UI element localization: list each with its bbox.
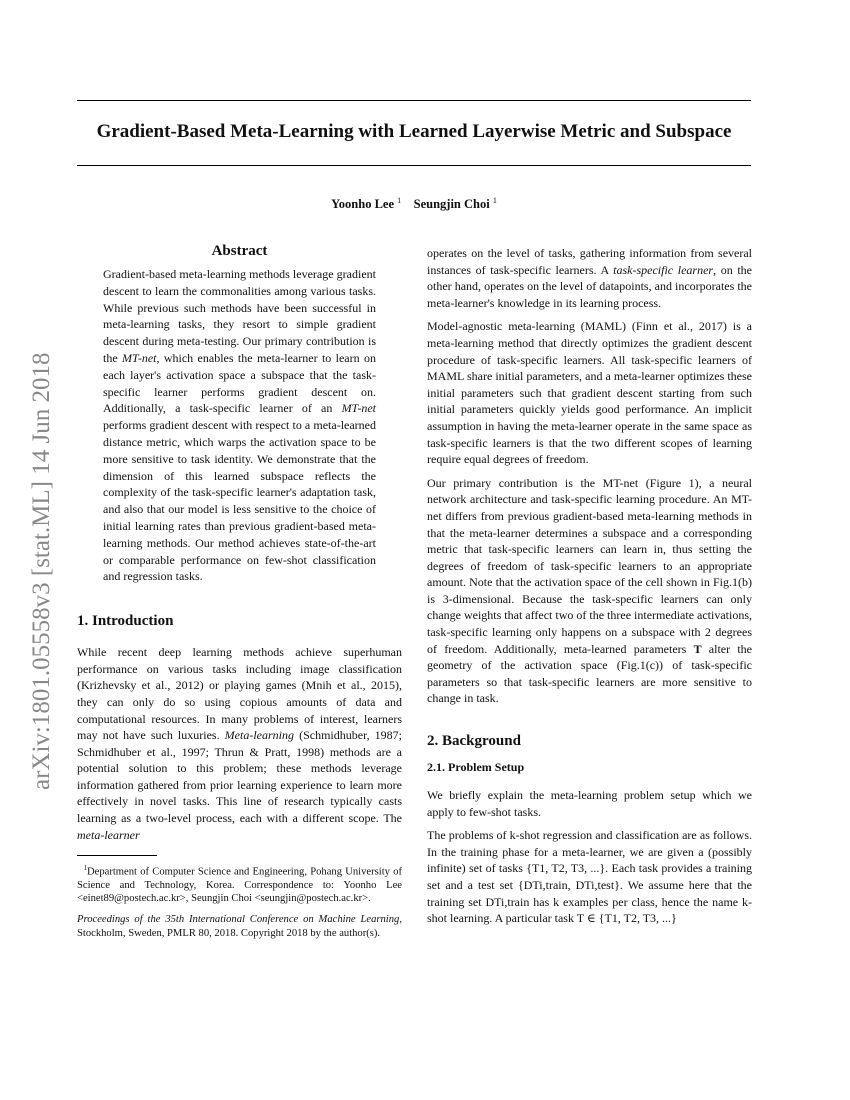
title-top-rule [77, 100, 751, 101]
affiliation-footnote: $^1$Department of Computer Science and Engineering, Pohang University of Science and Technology, Korea. Correspondence to: Yoonho Lee <einet89@postech.ac.kr>, Seungjin Choi <seungjin@postech.ac.kr>. [77, 864, 403, 905]
meta-learner-term: meta-learner [77, 827, 140, 842]
arxiv-watermark [21, 290, 61, 790]
mtnet-term: MT-net [341, 401, 376, 416]
intro-paragraph: Our primary contribution is the MT-net (Figure 1), a neural network architecture and task-specific learning procedure. An MT-net differs from previous gradient-based meta-learning methods in that the meta-learner determines a subspace and a corresponding metric that task-specific learners can learn in, thus setting the degrees of freedom of task-specific learners to an appropriate amount. Note that the activation space of the cell shown in Fig.1(b) is 3-dimensional. Because the task-specific learners can only change weights that affect two of the three intermediate activations, task-specific learning only happens on a subspace with 2 degrees of freedom. Additionally, meta-learned parameters T alter the geometry of the activation space (Fig.1(c)) of task-specific parameters so that task-specific learners are more sensitive to change in task. [427, 475, 752, 706]
author-affiliation: 1 [397, 196, 402, 205]
proceedings-footnote: Proceedings of the 35th International Conference on Machine Learning, Stockholm, Sweden, PMLR 80, 2018. Copyright 2018 by the author(s). [77, 914, 402, 939]
abstract-body: Gradient-based meta-learning methods leverage gradient descent to learn the commonalities among various tasks. While previous such methods have been successful in meta-learning tasks, they resort to simple gradient descent during meta-testing. Our primary contribution is the MT-net, which enables the meta-learner to learn on each layer's activation space a subspace that the task-specific learner performs gradient descent on. Additionally, a task-specific learner of an MT-net performs gradient descent with respect to a meta-learned distance metric, which warps the activation space to be more sensitive to task identity. We demonstrate that the dimension of this learned subspace reflects the complexity of the task-specific learner's adaptation task, and also that our model is less sensitive to the choice of initial learning rates than previous gradient-based meta-learning methods. Our method achieves state-of-the-art or comparable performance on few-shot classification and regression tasks. [103, 267, 377, 584]
mtnet-term: MT-net [122, 350, 157, 365]
author-name: Yoonho Lee [331, 197, 395, 212]
intro-paragraph: operates on the level of tasks, gathering information from several instances of task-specific learners. A task-specific learner, on the other hand, operates on the level of datapoints, and incorporates the meta-learner's knowledge in its learning process. [427, 246, 752, 310]
right-column [427, 245, 752, 934]
matrix-symbol: T [693, 641, 702, 656]
intro-heading: 1. Introduction [77, 613, 174, 630]
title-bottom-rule [77, 165, 751, 166]
background-paragraph: We briefly explain the meta-learning problem setup which we apply to few-shot tasks. [427, 788, 752, 819]
arxiv-id: arXiv:1801.05558v3 [stat.ML] 14 Jun 2018 [28, 352, 55, 790]
abstract-heading: Abstract [211, 243, 268, 259]
background-paragraph: The problems of k-shot regression and classification are as follows. In the training phase for a meta-learner, we are given a (possibly infinite) set of tasks {T1, T2, T3, ...}. Each task provides a training set and a test set {DTi,train, DTi,test}. We assume here that the training set DTi,train has k examples per class, hence the name k-shot learning. A particular task T ∈ {T1, T2, T3, ...} [427, 828, 752, 926]
background-heading: 2. Background [427, 733, 521, 750]
footnote-divider [77, 855, 157, 856]
meta-learning-term: Meta-learning [224, 728, 294, 743]
author-affiliation: 1 [492, 196, 497, 205]
intro-paragraph: Model-agnostic meta-learning (MAML) (Finn et al., 2017) is a meta-learning method that directly optimizes the gradient descent procedure of task-specific learners. All task-specific learners of MAML share initial parameters, and a meta-learner optimizes these initial parameters such that gradient descent starting from such initial parameters quickly yields good performance. An implicit assumption in having the meta-learner operate in the same space as task-specific learners is that the two different scopes of learning require equal degrees of freedom. [427, 319, 752, 467]
intro-paragraph: While recent deep learning methods achieve superhuman performance on various tasks including image classification (Krizhevsky et al., 2012) or playing games (Mnih et al., 2015), they can only do so using copious amounts of data and computational resources. In many problems of interest, learners may not have such luxuries. Meta-learning (Schmidhuber, 1987; Schmidhuber et al., 1997; Thrun & Pratt, 1998) methods are a potential solution to this problem; these methods leverage information gathered from prior learning experience to learn more effectively in novel tasks. This line of research typically casts learning as a two-level process, each with a different scope. The meta-learner [77, 645, 402, 842]
problem-setup-heading: 2.1. Problem Setup [427, 760, 525, 775]
paper-title: Gradient-Based Meta-Learning with Learned Layerwise Metric and Subspace [96, 121, 732, 142]
author-name: Seungjin Choi [413, 197, 490, 212]
left-column [77, 243, 402, 940]
task-specific-learner-term: task-specific learner [613, 262, 714, 277]
author-list [77, 196, 751, 212]
